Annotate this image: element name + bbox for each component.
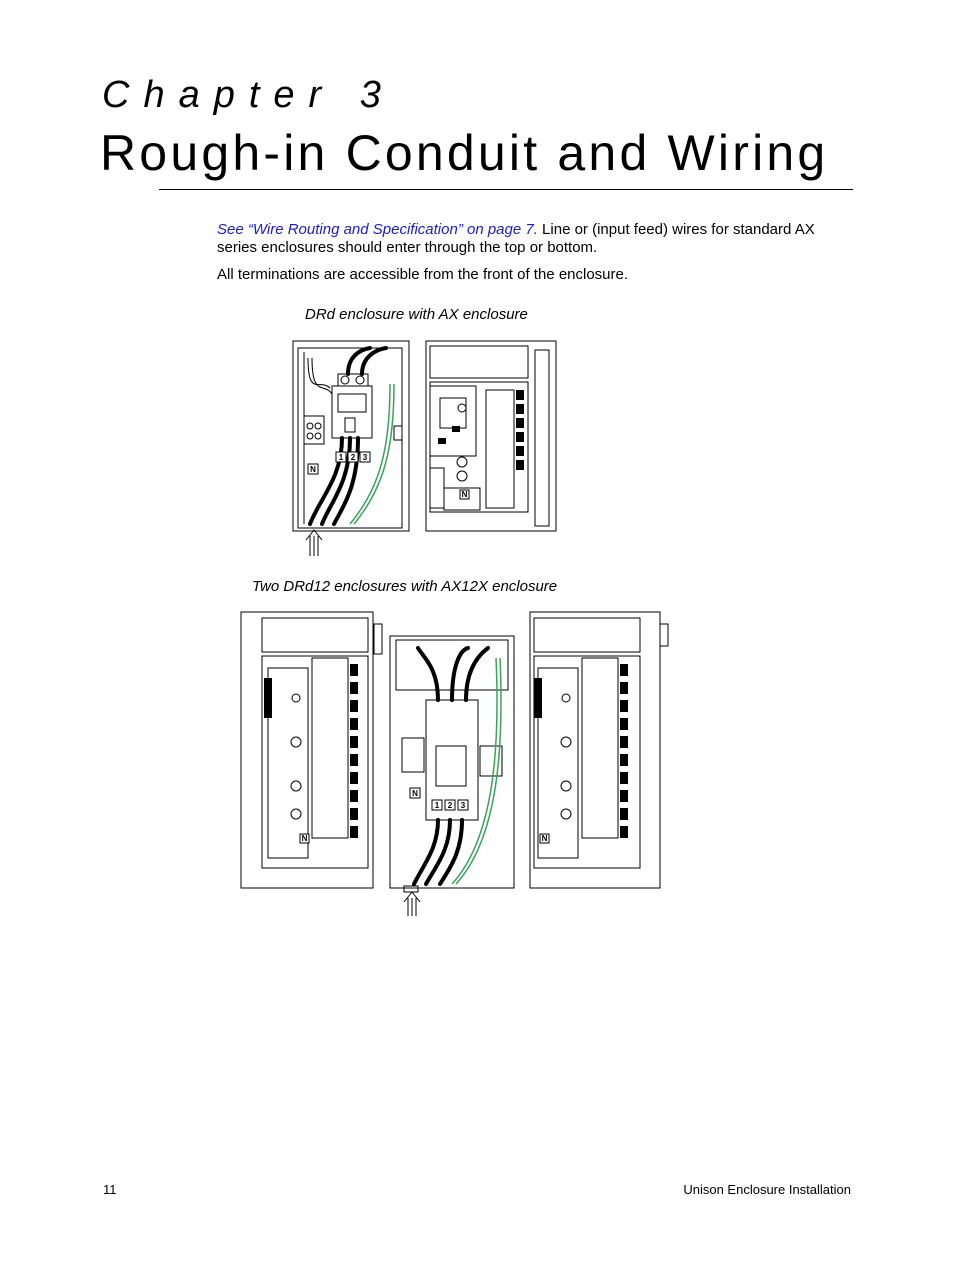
ax12x-bottom-entry-arrow — [404, 886, 420, 916]
intro-text: Line or (input feed) wires for standard AX series enclosures should enter through the top or bottom. — [217, 221, 815, 256]
document-title: Unison Enclosure Installation — [683, 1182, 851, 1197]
drd-neutral-label: N — [461, 490, 468, 499]
two-drd12-ax12x-diagram — [238, 608, 670, 920]
page-number: 11 — [103, 1182, 117, 1197]
wire-routing-link[interactable]: See “Wire Routing and Specification” on page 7. — [217, 221, 538, 238]
chapter-label: Chapter 3 — [102, 74, 395, 116]
drd-ax-enclosure-diagram — [290, 338, 562, 560]
line1-terminal-label: 1 — [338, 453, 344, 462]
neutral-terminal-label: N — [310, 465, 316, 474]
left-drd12-neutral-label: N — [301, 834, 308, 843]
chapter-title: Rough-in Conduit and Wiring — [100, 125, 829, 181]
ax12x-line2-label: 2 — [447, 801, 453, 810]
terminations-paragraph: All terminations are accessible from the front of the enclosure. — [217, 266, 629, 283]
figure-2-caption: Two DRd12 enclosures with AX12X enclosure — [252, 578, 558, 595]
ax12x-neutral-label: N — [412, 789, 418, 798]
line2-terminal-label: 2 — [350, 453, 356, 462]
bottom-entry-arrow — [306, 530, 322, 556]
intro-paragraph — [217, 221, 857, 257]
line3-terminal-label: 3 — [362, 453, 368, 462]
drd-enclosure-outline — [426, 341, 556, 531]
left-drd12-outline — [241, 612, 373, 888]
figure-1-caption: DRd enclosure with AX enclosure — [305, 306, 528, 323]
title-rule — [159, 189, 853, 190]
ax12x-line1-label: 1 — [434, 801, 440, 810]
right-drd12-neutral-label: N — [541, 834, 548, 843]
ax12x-line3-label: 3 — [460, 801, 466, 810]
